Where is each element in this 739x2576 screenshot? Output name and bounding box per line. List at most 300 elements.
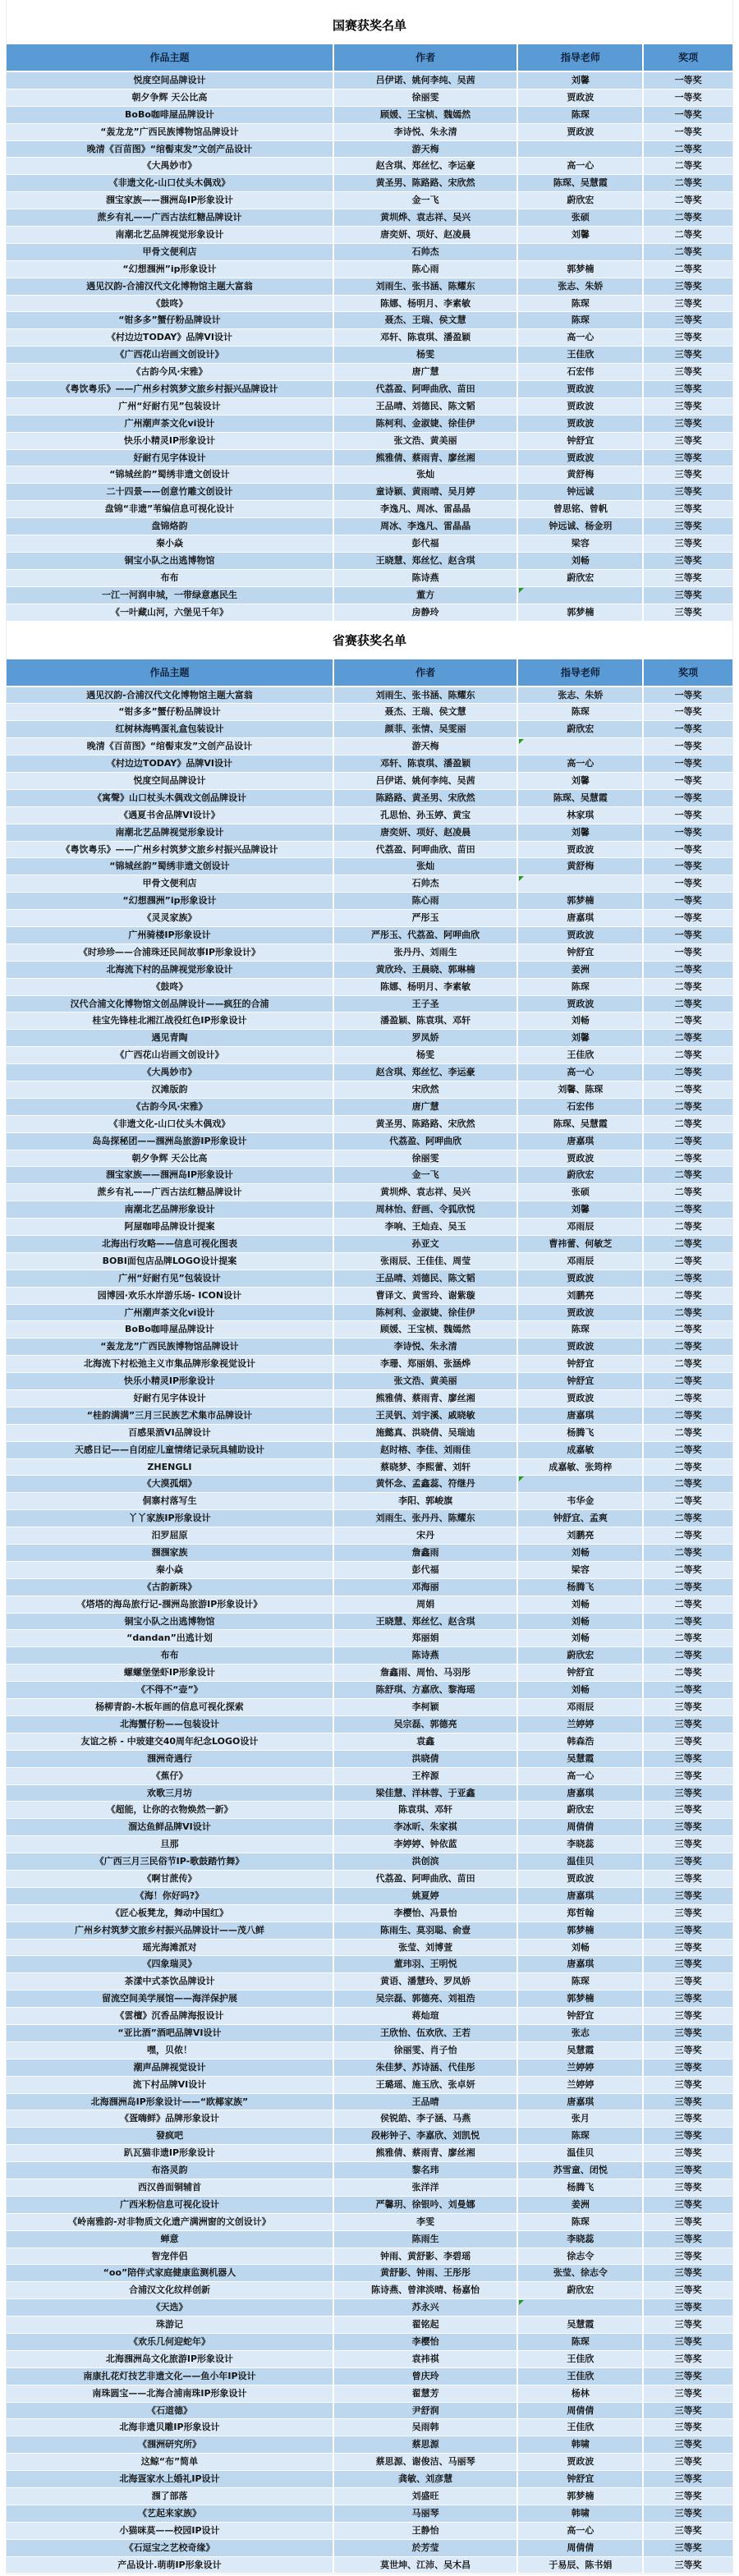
cell-teacher-text: 钟舒宜、孟爽	[553, 1513, 608, 1524]
cell-theme: “钳多多”蟹仔粉品牌设计	[118, 706, 221, 718]
cell-theme: 《疍嗨鲜》品牌形象设计	[119, 2113, 219, 2124]
table-row	[7, 2403, 732, 2420]
cell-teacher	[516, 1356, 642, 1372]
cell-teacher	[516, 2317, 642, 2333]
cell-teacher-text: 唐嘉琪	[567, 1409, 594, 1421]
table-row	[7, 244, 732, 261]
cell-theme: 《石道德》	[146, 2404, 192, 2416]
cell-award: 二等奖	[642, 1510, 732, 1527]
cell-teacher	[516, 175, 642, 191]
cell-authors: 徐丽雯、肖子怡	[333, 2042, 517, 2059]
table-row	[7, 1012, 732, 1030]
table-row	[7, 1150, 732, 1168]
cell-theme: 广州乡村筑梦文旅乡村振兴品牌设计——茂八鲜	[74, 1924, 264, 1935]
table-row	[7, 227, 732, 244]
cell-award: 二等奖	[642, 261, 732, 278]
cell-award: 三等奖	[642, 364, 732, 380]
cell-teacher	[516, 587, 642, 604]
cell-teacher-text: 张志、朱娇	[558, 280, 604, 292]
cell-teacher-text: 高一心	[567, 2524, 594, 2536]
cell-teacher	[516, 1099, 642, 1115]
cell-theme: 《时珍珍——合浦珠还民间故事IP形象设计》	[78, 946, 261, 957]
cell-award: 二等奖	[642, 1167, 732, 1183]
cell-teacher	[516, 1064, 642, 1081]
cell-award: 三等奖	[642, 2162, 732, 2179]
cell-theme: 涠宝家族——涠洲岛IP形象设计	[105, 195, 234, 206]
cell-teacher	[516, 1562, 642, 1578]
cell-theme: 快乐小精灵IP形象设计	[123, 1375, 216, 1387]
table-row	[7, 1442, 732, 1459]
cell-teacher-text: 郭梦楠	[567, 2491, 594, 2502]
cell-theme: 《涠洲研究所》	[137, 2439, 201, 2450]
cell-theme: 《啊甘蔗传》	[142, 1872, 197, 1884]
cell-teacher-text: 郭梦楠	[567, 895, 594, 907]
table-row	[7, 2231, 732, 2248]
cell-teacher	[516, 398, 642, 415]
table-row	[7, 1579, 732, 1596]
cell-award: 三等奖	[642, 1905, 732, 1922]
cell-award: 二等奖	[642, 1614, 732, 1630]
cell-teacher	[516, 858, 642, 875]
table-row	[7, 1940, 732, 1957]
cell-teacher-text: 贾政波	[567, 383, 594, 395]
table-row	[7, 1527, 732, 1545]
table-row	[7, 2523, 732, 2540]
cell-teacher-text: 陈琛	[571, 2216, 590, 2227]
cell-teacher	[516, 1991, 642, 2007]
cell-authors: 刘盛旺	[333, 2488, 517, 2505]
cell-theme: 广州“好耐冇见”包装设计	[118, 1272, 221, 1283]
cell-award: 二等奖	[642, 1047, 732, 1063]
cell-award: 三等奖	[642, 2540, 732, 2556]
cell-award: 三等奖	[642, 2197, 732, 2213]
cell-authors: 王灵钒、刘宇溪、戚晓敏	[333, 1407, 517, 1424]
table-row	[7, 1665, 732, 1682]
cell-authors: 金一飞	[333, 192, 517, 209]
cell-teacher-text: 曾思铭、曾帆	[553, 503, 608, 515]
cell-theme: 悦度空间品牌设计	[133, 75, 206, 85]
cell-teacher	[516, 2282, 642, 2298]
table-row	[7, 842, 732, 859]
cell-authors: 颜菲、张情、吴雯丽	[333, 721, 517, 737]
table-header-row	[7, 659, 732, 686]
table-row	[7, 1270, 732, 1288]
cell-theme: 嘿，贝侬！	[146, 2044, 192, 2055]
cell-theme: 《雲檀》沉香品牌海报设计	[115, 2010, 224, 2022]
cell-teacher	[516, 2540, 642, 2556]
cell-award: 二等奖	[642, 1373, 732, 1389]
cell-authors: 聂杰、王瑞、侯文慧	[333, 704, 517, 720]
cell-authors: 陈舒琪、方嘉欣、黎海瑶	[333, 1682, 517, 1698]
table-row	[7, 1647, 732, 1665]
cell-award: 二等奖	[642, 1630, 732, 1646]
cell-authors: 李诗悦、朱永清	[333, 1339, 517, 1355]
cell-theme: 铜宝小队之出逃博物馆	[124, 554, 215, 566]
table-row	[7, 2197, 732, 2214]
cell-teacher	[516, 604, 642, 621]
table-row	[7, 979, 732, 996]
cell-teacher-text: 黄舒梅	[567, 469, 594, 480]
table-row	[7, 1630, 732, 1647]
cell-award: 二等奖	[642, 1030, 732, 1046]
cell-authors: 邓轩、陈袁琪、潘盈颖	[333, 755, 517, 772]
cell-authors: 梁佳慧、洋林蓉、于亚鑫	[333, 1785, 517, 1802]
cell-award: 二等奖	[642, 227, 732, 243]
cell-award: 三等奖	[642, 2419, 732, 2436]
table-row	[7, 721, 732, 738]
table-row	[7, 2436, 732, 2454]
cell-teacher	[516, 2042, 642, 2059]
cell-award: 三等奖	[642, 1991, 732, 2007]
cell-theme: 《艺起来家族》	[137, 2507, 201, 2519]
table-row	[7, 364, 732, 381]
cell-authors: 段彬钟子、李嘉欣、刘凯悦	[333, 2128, 517, 2144]
table-row	[7, 347, 732, 364]
cell-authors: 蔡晓梦、李熙蕾、刘轩	[333, 1459, 517, 1476]
cell-teacher-text: 梁容	[571, 1564, 590, 1575]
cell-teacher	[516, 2436, 642, 2453]
cell-teacher-text: 刘畅	[571, 1632, 590, 1644]
cell-teacher	[516, 893, 642, 909]
cell-authors: 黄舒影、钟雨、王彤彤	[333, 2265, 517, 2281]
cell-award: 二等奖	[642, 1356, 732, 1372]
table-row	[7, 1064, 732, 1081]
cell-teacher-text: 张莹、徐志令	[553, 2267, 608, 2279]
cell-theme: 侗寨村落写生	[142, 1495, 197, 1507]
table-row	[7, 1476, 732, 1493]
cell-award: 二等奖	[642, 962, 732, 978]
cell-award: 三等奖	[642, 1888, 732, 1904]
cell-authors: 杨雯	[333, 1047, 517, 1063]
cell-teacher-text: 陈琛	[571, 297, 590, 309]
cell-theme: 广州潮声茶文化vi设计	[124, 417, 215, 429]
cell-authors: 罗凤娇	[333, 1030, 517, 1046]
worksheet	[7, 0, 732, 2574]
cell-teacher	[516, 329, 642, 346]
cell-authors: 石帅杰	[333, 875, 517, 892]
cell-teacher-text: 郑哲翰	[567, 1907, 594, 1918]
cell-authors: 严馨玥、徐银吟、刘曼娜	[333, 2197, 517, 2213]
column-header: 指导老师	[516, 659, 642, 686]
cell-authors: 周娟	[333, 1596, 517, 1613]
cell-teacher-text: 钟舒宜	[567, 1375, 594, 1387]
cell-theme: 南潮北艺品牌视觉形象设计	[115, 826, 224, 838]
cell-theme: 《超能，让你的衣物焕然一新》	[106, 1804, 233, 1816]
cell-award: 三等奖	[642, 2077, 732, 2093]
table-row	[7, 2471, 732, 2488]
cell-teacher-text: 贾政波	[567, 998, 594, 1009]
cell-teacher	[516, 927, 642, 944]
table-row	[7, 1339, 732, 1356]
cell-authors: 莫世坤、江沛、吴木昌	[333, 2557, 517, 2574]
cell-teacher-text: 杨腾飞	[567, 2181, 594, 2193]
cell-theme: 《塔塔的海岛旅行记-涠洲岛旅游IP形象设计》	[76, 1598, 263, 1609]
cell-teacher	[516, 141, 642, 158]
cell-teacher	[516, 1390, 642, 1407]
cell-teacher	[516, 1545, 642, 1561]
cell-theme: 晚清《百苗图》“绾髻束发”文创产品设计	[86, 741, 253, 752]
cell-teacher	[516, 484, 642, 500]
cell-award: 三等奖	[642, 1699, 732, 1715]
cell-authors: 陈娜、杨明月、李素敏	[333, 296, 517, 312]
cell-theme: 《大禺妙市》	[142, 160, 197, 172]
cell-authors: 黄圳烨、袁志祥、吴兴	[333, 209, 517, 226]
cell-teacher-text: 林家琪	[567, 809, 594, 820]
cell-teacher	[516, 2299, 642, 2316]
cell-theme: 流下村品牌VI设计	[132, 2078, 207, 2090]
cell-theme: “锦城丝韵”蜀绣非遗文创设计	[109, 861, 230, 872]
cell-theme: 这鲸“布”简单	[140, 2456, 199, 2468]
table-row	[7, 1219, 732, 1236]
cell-teacher	[516, 2523, 642, 2539]
table-row	[7, 141, 732, 158]
table-row	[7, 553, 732, 570]
table-row	[7, 1047, 732, 1064]
cell-award: 三等奖	[642, 2368, 732, 2385]
cell-authors: 李冰昕、朱家祺	[333, 1819, 517, 1835]
cell-teacher-text: 王佳欣	[567, 2353, 594, 2364]
cell-authors: 翟慧芳	[333, 2385, 517, 2402]
table-row	[7, 996, 732, 1013]
cell-teacher	[516, 90, 642, 106]
table-row	[7, 1836, 732, 1853]
cell-teacher	[516, 72, 642, 89]
cell-award: 二等奖	[642, 192, 732, 209]
cell-teacher	[516, 2008, 642, 2024]
cell-authors: 刘雨生、张书涵、陈耀东	[333, 278, 517, 295]
cell-teacher-text: 温佳贝	[567, 1856, 594, 1867]
cell-theme: BoBo咖啡屋品牌设计	[125, 108, 214, 120]
cell-authors: 李柯颖	[333, 1699, 517, 1715]
table-row	[7, 329, 732, 347]
cell-theme: 螺螺堡堡虾IP形象设计	[123, 1667, 216, 1678]
cell-award: 三等奖	[642, 2471, 732, 2487]
table-row	[7, 1802, 732, 1819]
cell-authors: 唐奕妍、项好、赵凌晨	[333, 824, 517, 841]
cell-theme: 《遇夏书舍品牌VI设计》	[119, 809, 220, 820]
cell-authors: 曹译文、黄雪玲、谢紫璇	[333, 1288, 517, 1304]
cell-teacher	[516, 1733, 642, 1750]
cell-theme: 《村边边TODAY》品牌VI设计	[106, 332, 232, 343]
cell-teacher	[516, 535, 642, 552]
cell-authors: 宋丹	[333, 1527, 517, 1544]
cell-teacher	[516, 2454, 642, 2470]
cell-teacher-text: 贾政波	[567, 1152, 594, 1164]
cell-teacher-text: 刘畅	[571, 1598, 590, 1609]
cell-teacher-text: 杨腾飞	[567, 1581, 594, 1592]
cell-authors: 黄圳烨、袁志祥、吴兴	[333, 1184, 517, 1201]
cell-teacher	[516, 773, 642, 789]
cell-award: 三等奖	[642, 1956, 732, 1972]
cell-authors: 赵含琪、郑丝忆、李运豪	[333, 158, 517, 174]
cell-teacher	[516, 1133, 642, 1150]
cell-award: 三等奖	[642, 1853, 732, 1870]
table-row	[7, 2282, 732, 2299]
cell-theme: 《古韵今风·宋雅》	[131, 366, 208, 378]
cell-authors: 马丽琴	[333, 2505, 517, 2522]
cell-teacher	[516, 2471, 642, 2487]
cell-teacher-text: 于易辰、陈书娟	[549, 2559, 613, 2570]
provincial-award-table	[7, 622, 732, 2574]
cell-theme: 《石逗宝之艺校奇缘》	[124, 2542, 215, 2553]
table-row	[7, 1614, 732, 1631]
cell-award: 二等奖	[642, 1682, 732, 1698]
cell-teacher	[516, 1510, 642, 1527]
cell-teacher	[516, 2419, 642, 2436]
cell-teacher	[516, 1665, 642, 1681]
cell-teacher-text: 钟舒宜	[567, 434, 594, 446]
cell-award: 三等奖	[642, 2265, 732, 2281]
cell-authors: 代荔盈、阿呷曲欣	[333, 1133, 517, 1150]
cell-award: 二等奖	[642, 1647, 732, 1664]
cell-teacher-text: 成嘉敏	[567, 1444, 594, 1455]
table-row	[7, 604, 732, 622]
cell-award: 二等奖	[642, 1442, 732, 1458]
table-row	[7, 687, 732, 705]
cell-award: 三等奖	[642, 2110, 732, 2127]
cell-teacher	[516, 450, 642, 466]
cell-award: 二等奖	[642, 1305, 732, 1321]
cell-award: 二等奖	[642, 1288, 732, 1304]
cell-authors: 洪晓倩	[333, 1751, 517, 1767]
cell-award: 三等奖	[642, 2351, 732, 2367]
cell-award: 一等奖	[642, 107, 732, 123]
cell-authors: 王品晴	[333, 2094, 517, 2110]
cell-award: 三等奖	[642, 2436, 732, 2453]
cell-authors: 吴宗磊、郭德亮	[333, 1716, 517, 1733]
table-row	[7, 2025, 732, 2042]
cell-teacher-text: 陈琛、吴慧霞	[553, 1118, 608, 1129]
cell-teacher-text: 刘馨	[571, 229, 590, 241]
cell-award: 二等奖	[642, 979, 732, 995]
table-row	[7, 450, 732, 467]
table-row	[7, 1545, 732, 1562]
cell-teacher-text: 唐嘉琪	[567, 1958, 594, 1970]
cell-teacher-text: 陈琛	[571, 706, 590, 718]
cell-teacher	[516, 364, 642, 380]
cell-theme: 汉代合浦文化博物馆文创品牌设计——疯狂的合浦	[70, 998, 269, 1009]
cell-teacher	[516, 1940, 642, 1956]
table-row	[7, 2419, 732, 2436]
cell-award: 二等奖	[642, 1201, 732, 1218]
cell-error-flag-icon	[519, 1476, 524, 1481]
cell-teacher-text: 贾政波	[567, 452, 594, 463]
table-row	[7, 1425, 732, 1442]
cell-theme: “幻想涠洲”ip形象设计	[122, 895, 217, 907]
cell-teacher	[516, 2179, 642, 2196]
cell-theme: 《广西花山岩画文创设计》	[115, 349, 224, 360]
table-header-row	[7, 44, 732, 71]
cell-teacher-text: 钟舒宜	[567, 1358, 594, 1370]
cell-award: 三等奖	[642, 296, 732, 312]
cell-award: 二等奖	[642, 1150, 732, 1167]
table-row	[7, 2265, 732, 2282]
cell-teacher-text: 韦华金	[567, 1495, 594, 1507]
cell-award: 三等奖	[642, 2145, 732, 2161]
cell-teacher	[516, 1716, 642, 1733]
cell-award: 三等奖	[642, 278, 732, 295]
cell-award: 二等奖	[642, 1133, 732, 1150]
cell-teacher-text: 王佳欣	[567, 349, 594, 360]
cell-theme: 天感日记——自闭症儿童情绪记录玩具辅助设计	[74, 1444, 264, 1455]
cell-authors: 黄怀念、孟鑫蕊、符继丹	[333, 1476, 517, 1492]
cell-award: 一等奖	[642, 72, 732, 89]
table-row	[7, 416, 732, 433]
cell-teacher-text: 蔚欣宏	[567, 1169, 594, 1181]
cell-award: 三等奖	[642, 587, 732, 604]
cell-teacher-text: 陈琛	[571, 315, 590, 326]
cell-theme: “dandan”出逃计划	[126, 1632, 213, 1644]
cell-theme: 《古韵新珠》	[142, 1581, 197, 1592]
cell-theme: 《非遗文化-山口仗头木偶戏》	[108, 1118, 231, 1129]
cell-teacher	[516, 1116, 642, 1132]
cell-teacher	[516, 278, 642, 295]
cell-authors: 吴宗磊、郭德亮、刘祖浩	[333, 1991, 517, 2007]
table-row	[7, 1459, 732, 1476]
cell-teacher-text: 刘畅	[571, 1547, 590, 1559]
cell-teacher-text: 陈琛、吴慧霞	[553, 792, 608, 803]
cell-theme: 《粤饮粤乐》——广州乡村筑梦文旅乡村振兴品牌设计	[61, 383, 278, 395]
cell-teacher	[516, 1339, 642, 1355]
cell-theme: 布布	[160, 1650, 179, 1661]
national-award-table	[7, 7, 732, 622]
cell-teacher-text: 邓雨辰	[567, 1255, 594, 1266]
cell-authors: 李响、王灿垚、吴玉	[333, 1219, 517, 1235]
cell-teacher	[516, 2214, 642, 2230]
cell-award: 二等奖	[642, 158, 732, 174]
cell-teacher-text: 刘馨	[571, 1032, 590, 1044]
cell-theme: 秦小焱	[155, 1564, 183, 1575]
table-row	[7, 587, 732, 604]
cell-teacher	[516, 261, 642, 278]
cell-theme: 《鼓咚》	[151, 297, 188, 309]
cell-award: 三等奖	[642, 535, 732, 552]
cell-teacher-text: 钟舒宜	[567, 2473, 594, 2485]
table-row	[7, 261, 732, 278]
cell-award: 三等奖	[642, 553, 732, 569]
cell-theme: 《不得不“壶”》	[136, 1684, 203, 1696]
cell-teacher	[516, 1630, 642, 1646]
cell-award: 三等奖	[642, 1973, 732, 1990]
cell-teacher-text: 刘畅	[571, 1615, 590, 1627]
cell-authors: 杨雯	[333, 347, 517, 363]
cell-authors: 翟铭起	[333, 2317, 517, 2333]
cell-authors: 赵含琪、郑丝忆、李运豪	[333, 1064, 517, 1081]
table-row	[7, 1407, 732, 1425]
table-row	[7, 1905, 732, 1922]
cell-theme: 珠游记	[155, 2319, 183, 2330]
table-row	[7, 1768, 732, 1785]
cell-teacher-text: 杨腾飞	[567, 1426, 594, 1438]
cell-award: 二等奖	[642, 209, 732, 226]
cell-error-flag-icon	[519, 2300, 524, 2305]
cell-authors: 张灿	[333, 858, 517, 875]
cell-award: 三等奖	[642, 2282, 732, 2298]
cell-teacher-text: 陈琛	[571, 2130, 590, 2142]
table-row	[7, 1253, 732, 1270]
cell-teacher	[516, 1682, 642, 1698]
cell-teacher-text: 贾政波	[567, 1341, 594, 1352]
cell-authors: 王梓源	[333, 1768, 517, 1784]
cell-award: 一等奖	[642, 858, 732, 875]
cell-teacher	[516, 2025, 642, 2041]
cell-theme: “oo”陪伴式家庭健康监测机器人	[103, 2267, 236, 2279]
cell-award: 三等奖	[642, 1716, 732, 1733]
cell-authors: 王欣怡、伍欢欣、王若	[333, 2025, 517, 2041]
cell-authors: 蔡思源、谢俊洁、马丽琴	[333, 2454, 517, 2470]
cell-theme: 桂宝先锋桂北湘江战役红色IP形象设计	[92, 1015, 247, 1026]
table-row	[7, 209, 732, 227]
